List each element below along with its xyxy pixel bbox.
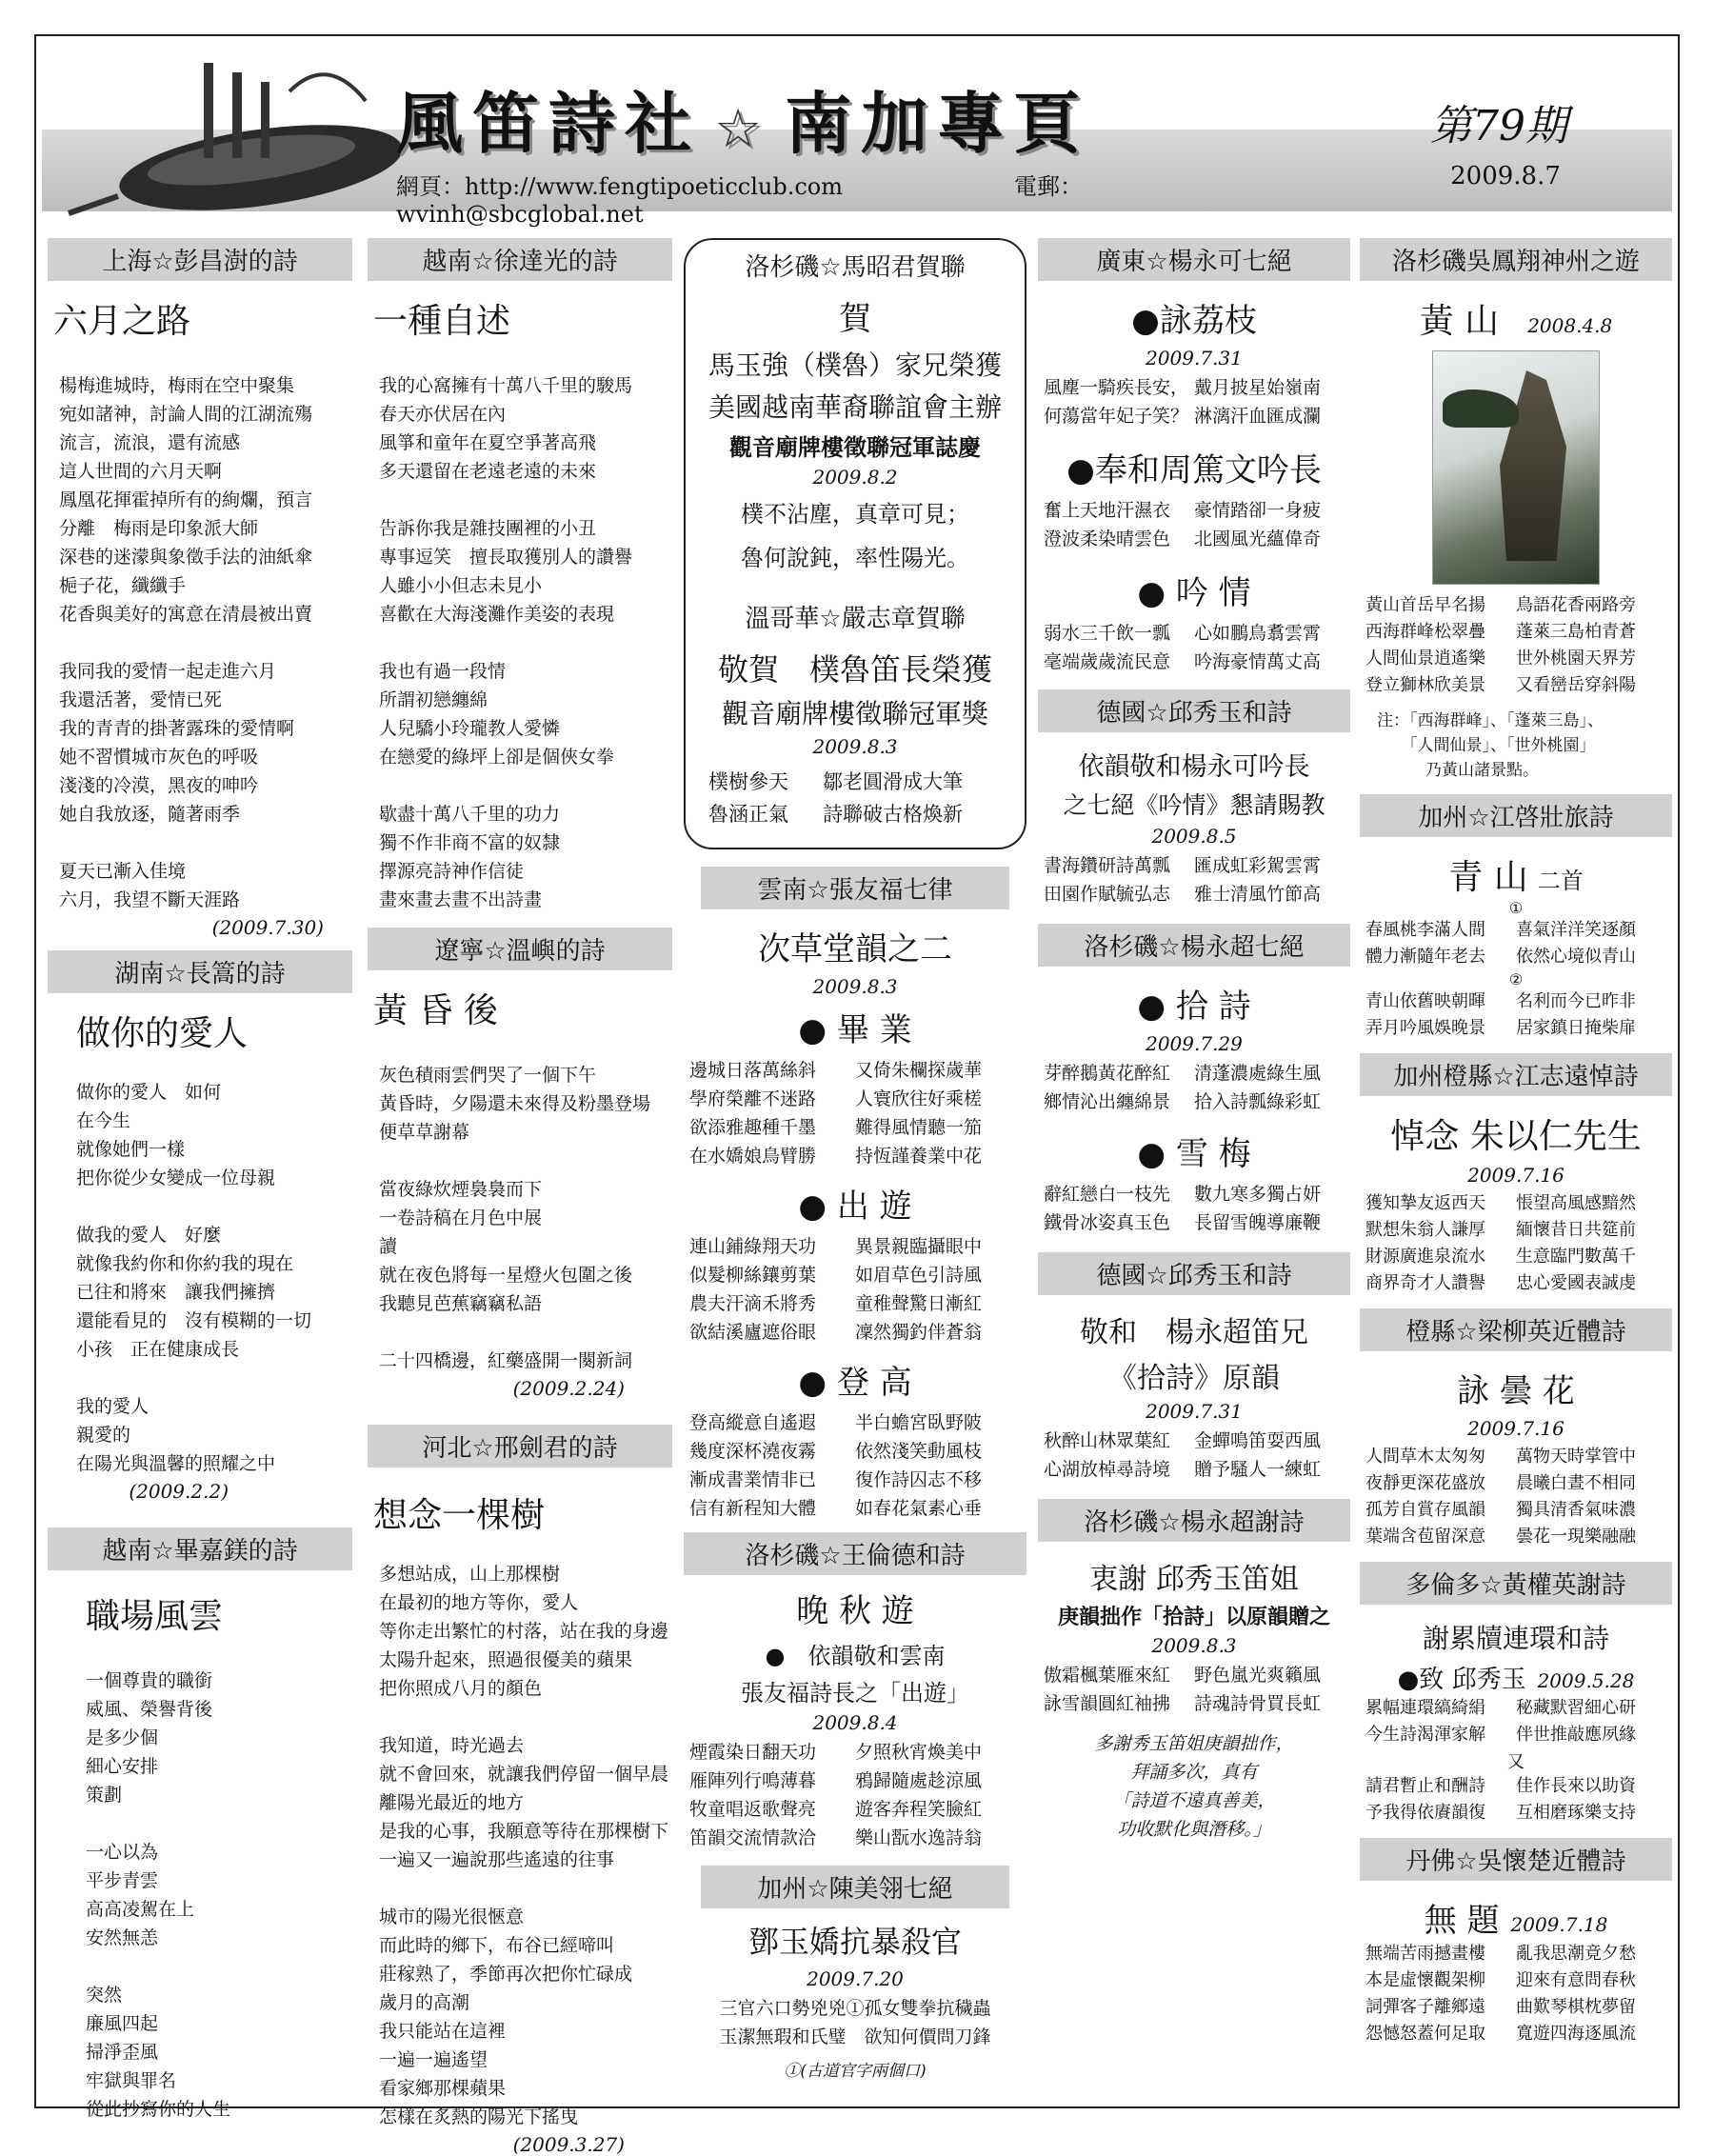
poem-subtitle: 之七絕《吟情》懇請賜教 [1063,791,1325,819]
poem-subtitle: 二首 [1537,868,1584,894]
poem-line: 芽醉鵝黃花醉紅 [1044,1063,1171,1084]
poem-line: 煙霞染日翻天功 [689,1742,817,1763]
greeting-box [684,238,1026,849]
poem-line: 財源廣進泉流水 [1365,1247,1485,1267]
poem-line: 鳥語花香兩路旁 [1516,595,1636,615]
poem-line: 風塵一騎疾長安， [1044,377,1189,398]
poem-heading [1360,1894,1672,1941]
poem-line: 請君暫止和酬詩 [1365,1776,1485,1796]
poem-date: (2009.3.27) [512,2133,625,2156]
poem-title: ●詠荔枝 [1131,302,1257,340]
poem-lines [1360,988,1672,1042]
section-bar: 遼寧☆溫嶼的詩 [368,928,672,970]
email-link[interactable]: 電郵：wvinh@sbcglobal.net [396,173,1083,228]
poem-line: 獨具清香氣味濃 [1516,1500,1636,1520]
column-4 [1038,238,1350,2095]
poem-lines [1360,1695,1672,1748]
poem-line: 清蓬濃處綠生風 [1194,1063,1322,1084]
section-bar: 洛杉磯☆楊永超謝詩 [1038,1499,1350,1542]
huangshan-photo [1432,350,1600,585]
poem-line: 西海群峰松翠疊 [1365,622,1485,642]
poem-line: 淋漓汗血匯成瀾 [1194,406,1322,427]
poem-line: 農夫汗滴禾將秀 [689,1293,817,1314]
poem-title: 鄧玉嬌抗暴殺官 [747,1924,962,1960]
section-bar: 河北☆邢劍君的詩 [368,1425,672,1467]
poem-body: 我的心窩擁有十萬八千里的駿馬 春天亦伏居在內 風箏和童年在夏空爭著高飛 多天還留在老遠老遠的未來 告訴你我是雜技團裡的小丑 專事逗笑 擅長取獲別人的讚譽 人雖小小但志未見小 喜歡在大海淺灘作美姿的表現 我也有過一段情 所謂初戀纏綿 人兒驕小玲瓏教人愛憐 在戀愛的綠坪上卻是個俠女拳 歇盡十萬八千里的功力 獨不作非商不富的奴隸 擇源亮詩神作信徒 畫來畫去畫不出詩畫 [379,375,633,910]
poem-line: 長留雪魄導廉鞭 [1194,1212,1322,1233]
poem-line: 人間仙景逍遙樂 [1365,649,1485,669]
poem-line: 又倚朱欄探歲華 [855,1060,983,1081]
poem-date: (2009.2.24) [512,1377,625,1400]
masthead [42,42,1672,228]
poem-line: 持恆謹養業中花 [855,1146,983,1167]
thanks-note: 多謝秀玉笛姐庚韻拙作， 拜誦多次，真有 「詩道不遠真善美， 功收默化與潛移。」 [1094,1733,1294,1840]
section-bar: 洛杉磯吳鳳翔神州之遊 [1360,238,1672,281]
poem-line: 怨憾怒蓋何足取 [1365,2024,1485,2044]
box-line: 美國越南華裔聯誼會主辦 [708,391,1002,423]
poem-line: 曇花一現樂融融 [1516,1527,1636,1547]
poem-lines [1038,1180,1350,1237]
poem-line: 拾入詩瓢綠彩虹 [1194,1091,1322,1112]
section-bar: 廣東☆楊永可七絕 [1038,238,1350,281]
couplet-text: 魯涵正氣 [708,803,788,826]
poem-line: 夕照秋宵煥美中 [855,1742,983,1763]
poem-line: 無端苦雨撼畫樓 [1365,1944,1485,1964]
poem-line: 晨曦白晝不相同 [1516,1473,1636,1493]
poem-date: (2009.2.2) [129,1480,229,1503]
poem-line: 童稚聲驚日漸紅 [855,1293,983,1314]
column-2 [368,238,672,2156]
poem-footnote: ①(古道官字兩個口) [784,2062,927,2081]
poem-line: 孤芳自賞存風韻 [1365,1500,1485,1520]
poem-line: 詠雪韻圓紅袖拂 [1044,1693,1171,1714]
poem-body: 做你的愛人 如何 在今生 就像她們一樣 把你從少女變成一位母親 做我的愛人 好麼 就像我約你和你約我的現在 已往和將來 讓我們擁擠 還能看見的 沒有模糊的一切 小孩 正在健康成長 我的愛人 親愛的 在陽光與溫馨的照耀之中 [76,1082,312,1474]
poem-line: 漸成書業情非已 [689,1469,817,1490]
poem-lines [684,1738,1026,1852]
poem-line: 吟海豪情萬丈高 [1194,651,1322,672]
poem-lines [1038,619,1350,676]
poem-date: 2009.7.31 [1146,347,1243,369]
poem-title: 詠 曇 花 [1457,1372,1575,1410]
poem-line: 豪情踏卻一身疲 [1194,500,1322,521]
column-1 [48,238,352,2120]
section-bar: 加州橙縣☆江志遠悼詩 [1360,1053,1672,1096]
poem-number: ② [1508,970,1524,988]
box-heading: 敬賀 樸魯笛長榮獲 [717,651,992,688]
poem-line: 商界奇才人讚譽 [1365,1273,1485,1293]
section-bar: 橙縣☆梁柳英近體詩 [1360,1308,1672,1351]
poem-line: 詞彈客子離鄉遠 [1365,1997,1485,2017]
section-bar: 多倫多☆黃權英謝詩 [1360,1562,1672,1605]
poem-title: 做你的愛人 [76,1014,249,1053]
poem-line: 心如鵬鳥翥雲霄 [1194,623,1322,644]
poem-body: 楊梅進城時，梅雨在空中聚集 宛如諸神，討論人間的江湖流殤 流言，流浪，還有流感 這人世間的六月天啊 鳳凰花揮霍掉所有的絢爛，預言 分離 梅雨是印象派大師 深巷的迷濛與象徵手法的油紙傘 梔子花，纖纖手 花香與美好的寓意在清晨被出賣 我同我的愛情一起走進六月 我還活著，愛情已死 我的青青的掛著露珠的愛情啊 她不習慣城市灰色的呼吸 淺淺的冷漠，黑夜的呻吟 她自我放逐，隨著雨季 夏天已漸入佳境 六月，我望不斷天涯路 [59,375,313,910]
poem-line: 伴世推敲應夙緣 [1516,1725,1636,1745]
couplet-line: 樸不沾塵，真章可見； [741,501,969,528]
poem-line: 葉端含苞留深意 [1365,1527,1485,1547]
poem-line: 春風桃李滿人間 [1365,920,1485,940]
poem-line: 生意臨門數萬千 [1516,1247,1636,1267]
poem-body: 灰色積雨雲們哭了一個下午 黃昏時，夕陽還未來得及粉墨登場 便草草謝幕 當夜綠炊煙裊裊而下 一卷詩稿在月色中展 讀 就在夜色將每一星燈火包圍之後 我聽見芭蕉竊竊私語 二十四橋邊，紅藥盛開一闋新詞 [379,1065,651,1371]
poem-title: 無 題 [1424,1902,1500,1940]
issue-date: 2009.8.7 [1450,162,1561,190]
poem-line: 黃山首岳早名揚 [1365,595,1485,615]
poem-lines [684,1232,1026,1347]
poem-line: 戴月披星始嶺南 [1194,377,1322,398]
poem-line: 三官六口勢兇兇①孤女雙拳抗穢蟲 [719,1998,991,2019]
couplet-line: 魯何說鈍，率性陽光。 [741,545,969,571]
poem-heading [1360,1660,1672,1695]
bagpipe-icon [61,53,423,215]
poem-lines [684,1408,1026,1523]
title-left: 風笛詩社 [396,85,701,163]
poem-lines [1038,373,1350,430]
section-bar: 德國☆邱秀玉和詩 [1038,1252,1350,1295]
poem-line: 如眉草色引詩風 [855,1265,983,1286]
poem-line: 贈予騷人一練虹 [1194,1459,1322,1480]
poem-line: 如春花氣素心垂 [855,1498,983,1519]
poem-subtitle: 張友福詩長之「出遊」 [741,1680,969,1707]
poem-line: 鄉情沁出纏綿景 [1044,1091,1171,1112]
poem-line: 欲結溪廬遮俗眼 [689,1322,817,1343]
poem-line: 幾度深杯澆夜霧 [689,1441,817,1462]
box-heading: 賀 [839,300,871,338]
poem-line: 數九寒多獨占妍 [1194,1184,1322,1205]
poem-date: 2009.7.20 [807,1967,904,1990]
section-bar: 洛杉磯☆馬昭君賀聯 [745,253,966,282]
poem-line: 在水嬌娘鳥臂勝 [689,1146,817,1167]
poem-title: 次草堂韻之二 [758,930,952,968]
poem-line: 登高縱意自遙遐 [689,1412,817,1433]
poem-line: 笛韻交流情款洽 [689,1827,817,1848]
poem-lines [1038,1059,1350,1116]
poem-body: 多想站成，山上那棵樹 在最初的地方等你，愛人 等你走出繁忙的村落，站在我的身邊 太陽升起來，照過很優美的蘋果 把你照成八月的顏色 我知道，時光過去 就不會回來，就讓我們停留一個早晨 離陽光最近的地方 是我的心事，我願意等待在那棵樹下 一遍又一遍說那些遙遠的往事 城市的陽光很愜意 而此時的鄉下，布谷已經啼叫 莊稼熟了，季節再次把你忙碌成 歲月的高潮 我只能站在這裡 一遍一遍遙望 看家鄉那棵蘋果 怎樣在炙熱的陽光下搖曳 [379,1564,669,2127]
poem-date: 2009.7.29 [1146,1032,1243,1055]
poem-line: 毫端歲歲流民意 [1044,651,1171,672]
box-line: 觀音廟牌樓徵聯冠軍誌慶 [729,433,981,461]
poem-title: ●奉和周篤文吟長 [1066,451,1322,489]
section-bar: 加州☆江啓壯旅詩 [1360,794,1672,837]
poem-line: 復作詩囚志不移 [855,1469,983,1490]
poem-title: 悼念 朱以仁先生 [1390,1117,1642,1156]
couplet-text: 樸樹參天 [708,770,788,793]
section-bar: 湖南☆長篙的詩 [48,950,352,993]
poem-subtitle: 衷謝 邱秀玉笛姐 [1089,1563,1299,1596]
poem-footnote: 注：「西海群峰」、「蓬萊三島」、 「人間仙景」、「世外桃園」 乃黃山諸景點。 [1377,711,1604,780]
poem-line: 鴉歸隨處趁涼風 [855,1770,983,1791]
poem-line: 玉潔無瑕和氏璧 欲知何價問刀鋒 [719,2026,991,2047]
poem-title: 六月之路 [53,302,191,341]
poem-lines [684,1056,1026,1170]
poem-line: 連山鋪綠翔天功 [689,1236,817,1257]
masthead-title [396,70,1089,167]
poem-line: 北國風光蘊偉奇 [1194,529,1322,549]
poem-line: 夜靜更深花盛放 [1365,1473,1485,1493]
poem-title: ● 雪 梅 [1137,1135,1251,1173]
poem-lines [1360,1190,1672,1297]
poem-lines [1038,496,1350,553]
website-link[interactable]: 網頁：http://www.fengtipoeticclub.com [396,173,843,200]
poem-line: 本是虛懷觀架柳 [1365,1970,1485,1990]
poem-line: 雅士清風竹節高 [1194,884,1322,905]
poem-title: 職場風雲 [86,1597,224,1636]
star-icon: ☆ [714,98,772,160]
section-bar: 丹佛☆吳懷楚近體詩 [1360,1838,1672,1881]
poem-line: 迎來有意問春秋 [1516,1970,1636,1990]
poem-line: 田園作賦毓弘志 [1044,884,1171,905]
section-bar: 洛杉磯☆楊永超七絕 [1038,924,1350,967]
section-bar: 德國☆邱秀玉和詩 [1038,689,1350,732]
poem-line: 忠心愛國表誠虔 [1516,1273,1636,1293]
poem-title: ● 畢 業 [798,1011,912,1049]
poem-line: 登立獅林欣美景 [1365,675,1485,695]
poem-line: 今生詩渴渾家解 [1365,1725,1485,1745]
poem-line: 奮上天地汗濕衣 [1044,500,1171,521]
poem-lines [1360,1444,1672,1550]
poem-line: 野色嵐光爽籟風 [1194,1665,1322,1686]
poem-line: 半白蟾宮臥野陂 [855,1412,983,1433]
poem-line: 蓬萊三島柏青蒼 [1516,622,1636,642]
poem-line: 萬物天時掌管中 [1516,1447,1636,1467]
poem-line: 心湖放棹尋詩境 [1044,1459,1171,1480]
poem-line: 佳作長來以助資 [1516,1776,1636,1796]
poem-subtitle: 謝累牘連環和詩 [1422,1623,1609,1654]
poem-line: 寬遊四海逐風流 [1516,2024,1636,2044]
poem-line: 弄月吟風娛晚景 [1365,1018,1485,1038]
poem-line: 異景親臨攝眼中 [855,1236,983,1257]
poem-date: 2009.8.5 [1151,825,1237,848]
poem-line: 似髮柳絲鑲剪葉 [689,1265,817,1286]
poem-title: ● 登 高 [798,1364,912,1402]
poem-date: 2009.7.31 [1146,1400,1243,1423]
poem-subtitle: 《拾詩》原韻 [1108,1362,1280,1395]
poem-line: 書海鑽研詩萬瓢 [1044,855,1171,876]
poem-line: 學府榮離不迷路 [689,1088,817,1109]
poem-title: 一種自述 [373,302,511,341]
poem-line: 世外桃園天界芳 [1516,649,1636,669]
couplet-pair [695,762,1015,840]
poem-title: ● 拾 詩 [1137,988,1251,1026]
poem-line: 詩魂詩骨買長虹 [1194,1693,1322,1714]
poem-lines [1038,1661,1350,1718]
poem-line: 體力漸隨年老去 [1365,947,1485,967]
poem-line: 欲添雅趣種千墨 [689,1117,817,1138]
poem-title: 黃 昏 後 [373,991,498,1030]
poem-subtitle: ● 依韻敬和雲南 [765,1643,946,1669]
section-bar: 加州☆陳美翎七絕 [701,1866,1009,1908]
poem-line: 凜然獨釣伴蒼翁 [855,1322,983,1343]
poem-line: 邊城日落萬絲斜 [689,1060,817,1081]
box-date: 2009.8.3 [812,735,898,758]
poem-heading [1360,850,1672,899]
poem-line: 傲霜楓葉雁來紅 [1044,1665,1171,1686]
poem-date: 2009.7.16 [1467,1417,1565,1440]
poem-line: 秘藏默習細心研 [1516,1698,1636,1718]
box-date: 2009.8.2 [812,466,898,489]
section-bar: 越南☆徐達光的詩 [368,238,672,281]
poem-line: 予我得依賡韻復 [1365,1803,1485,1823]
poem-line: 樂山翫水逸詩翁 [855,1827,983,1848]
poem-date: (2009.7.30) [211,916,324,939]
column-5 [1360,238,1672,2095]
poem-lines [1360,917,1672,970]
poem-line: 依然心境似青山 [1516,947,1636,967]
poem-subtitle: ●致 邱秀玉 [1397,1666,1526,1694]
poem-line: 悵望高風感黯然 [1516,1193,1636,1213]
poem-body: 一個尊貴的職銜 威風、榮譽背後 是多少個 細心安排 策劃 一心以為 平步青雲 高高凌駕在上 安然無恙 突然 廉風四起 掃淨歪風 牢獄與罪名 從此抄寫你的人生 [86,1670,231,2120]
poem-subtitle: 敬和 楊永超笛兄 [1080,1316,1308,1349]
poem-title: 想念一棵樹 [373,1496,546,1535]
poem-line: 鐵骨冰姿真玉色 [1044,1212,1171,1233]
section-bar: 越南☆畢嘉鎂的詩 [48,1527,352,1570]
poem-lines [1360,592,1672,699]
issue-number: 第79期 [1430,102,1567,150]
poem-date: 2009.5.28 [1537,1669,1635,1692]
poem-line: 累幅連環縞綺絹 [1365,1698,1485,1718]
section-bar: 洛杉磯☆王倫德和詩 [684,1532,1026,1575]
poem-line: 互相磨琢樂支持 [1516,1803,1636,1823]
poem-line: 辭紅戀白一枝先 [1044,1184,1171,1205]
poem-line: 金蟬鳴笛耍西風 [1194,1430,1322,1451]
section-bar: 上海☆彭昌澍的詩 [48,238,352,281]
poem-line: 遊客奔程笑臉紅 [855,1799,983,1820]
column-3 [684,238,1026,2095]
contact-line [396,168,1272,228]
poem-line: 青山依舊映朝暉 [1365,991,1485,1011]
section-bar: 溫哥華☆嚴志章賀聯 [745,605,966,633]
poem-title: 青 山 [1448,858,1528,897]
poem-date: 2009.7.18 [1510,1913,1608,1936]
poem-line: 名利而今已昨非 [1516,991,1636,1011]
poem-line: 秋醉山林眾葉紅 [1044,1430,1171,1451]
poem-title: 晚 秋 遊 [796,1592,914,1630]
poem-lines [1038,851,1350,908]
poem-date: 2009.8.4 [812,1711,898,1734]
poem-title: ● 出 遊 [798,1188,912,1226]
poem-date: 2008.4.8 [1527,314,1613,337]
box-line: 馬玉強（樸魯）家兄榮獲 [708,349,1002,381]
poem-line: 匯成虹彩駕雲霄 [1194,855,1322,876]
title-right: 南加專頁 [785,85,1090,163]
poem-line: 何蕩當年妃子笑？ [1044,406,1189,427]
poem-line: 緬懷昔日共筵前 [1516,1220,1636,1240]
poem-subtitle: 依韻敬和楊永可吟長 [1078,752,1310,782]
poem-date: 2009.8.3 [1151,1634,1237,1657]
poem-line: 默想朱翁人謙厚 [1365,1220,1485,1240]
box-line: 觀音廟牌樓徵聯冠軍獎 [721,698,988,729]
couplet-text: 鄒老圓滑成大筆 [823,770,963,793]
poem-title: ● 吟 情 [1137,574,1251,612]
poem-line: 喜氣洋洋笑逐顏 [1516,920,1636,940]
poem-line: 人間草木太匆匆 [1365,1447,1485,1467]
section-bar: 雲南☆張友福七律 [701,867,1009,909]
poem-heading [1360,294,1672,343]
poem-number: ① [1508,899,1524,917]
poem-date: 2009.8.3 [812,975,898,998]
couplet-text: 詩聯破古格煥新 [823,803,963,826]
poem-lines [1360,1773,1672,1827]
poem-line: 弱水三千飲一瓢 [1044,623,1171,644]
poem-group-list [684,1004,1026,1523]
poem-subtitle: 庚韻拙作「拾詩」以原韻贈之 [1057,1605,1330,1629]
poem-marker: 又 [1507,1752,1525,1772]
poem-line: 又看巒岳穿斜陽 [1516,675,1636,695]
poem-line: 曲歎琴棋枕夢留 [1516,1997,1636,2017]
poem-date: 2009.7.16 [1467,1164,1565,1187]
poem-lines [1360,1941,1672,2047]
poem-line: 信有新程知大體 [689,1498,817,1519]
poem-line: 獲知摯友返西天 [1365,1193,1485,1213]
poem-line: 亂我思潮竟夕愁 [1516,1944,1636,1964]
poem-line: 澄波柔染晴雲色 [1044,529,1171,549]
poem-line: 牧童唱返歌聲亮 [689,1799,817,1820]
poem-lines [1038,1427,1350,1484]
poem-title: 黃 山 [1419,302,1500,341]
poem-line: 難得風情聽一笳 [855,1117,983,1138]
poem-line: 依然淺笑動風枝 [855,1441,983,1462]
poem-line: 雁陣列行鳴薄暮 [689,1770,817,1791]
poem-line: 人寰欣往好乘槎 [855,1088,983,1109]
poem-line: 居家鎮日掩柴扉 [1516,1018,1636,1038]
